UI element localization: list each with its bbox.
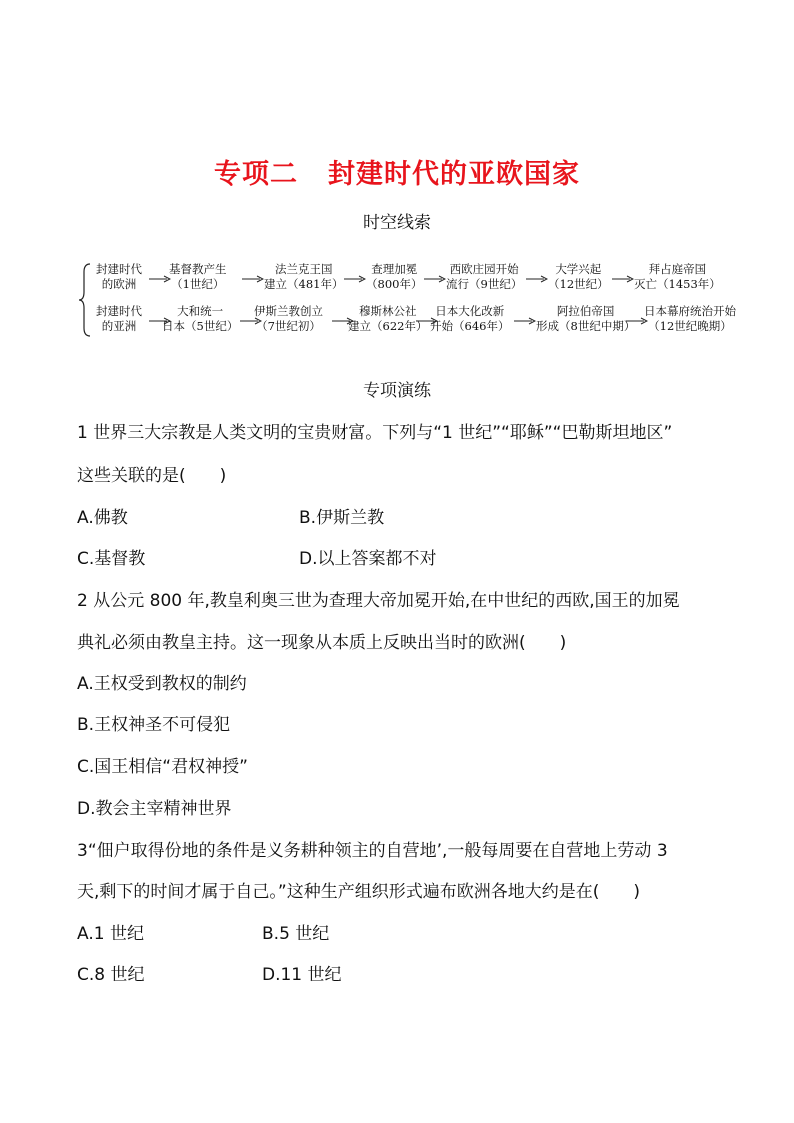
arrow-right-icon: [612, 274, 634, 284]
question-2-line-2: 典礼必须由教皇主持。这一现象从本质上反映出当时的欧洲( ): [77, 633, 567, 653]
timeline-event: 查理加冕 （800年）: [366, 262, 423, 291]
timeline-event: 西欧庄园开始 流行（9世纪）: [446, 262, 523, 291]
timeline-event: 大和统一 日本（5世纪）: [162, 304, 239, 333]
question-1-option-c: C.基督教: [77, 549, 146, 569]
timeline-row-label: 封建时代 的亚洲: [96, 304, 142, 333]
question-2-line-1: 2 从公元 800 年,教皇利奥三世为查理大帝加冕开始,在中世纪的西欧,国王的加冕: [77, 591, 680, 611]
arrow-right-icon: [149, 274, 171, 284]
page-title: [0, 152, 794, 191]
timeline-event: 大学兴起 （12世纪）: [548, 262, 609, 291]
timeline: [78, 262, 736, 338]
question-2-option-a: A.王权受到教权的制约: [77, 674, 247, 694]
timeline-row-label: 封建时代 的欧洲: [96, 262, 142, 291]
arrow-right-icon: [424, 274, 446, 284]
question-3-line-1: 3“佃户取得份地的条件是义务耕种领主的自营地’,一般每周要在自营地上劳动 3: [77, 841, 668, 861]
arrow-right-icon: [344, 274, 366, 284]
question-3-option-c: C.8 世纪: [77, 965, 145, 985]
timeline-event: 伊斯兰教创立 （7世纪初）: [254, 304, 323, 333]
question-2-option-c: C.国王相信“君权神授”: [77, 757, 248, 777]
timeline-event: 法兰克王国 建立（481年）: [264, 262, 344, 291]
question-2-option-b: B.王权神圣不可侵犯: [77, 715, 231, 735]
question-3-option-b: B.5 世纪: [262, 924, 330, 944]
question-1-option-d: D.以上答案都不对: [299, 549, 437, 569]
arrow-right-icon: [514, 316, 536, 326]
subtitle: 时空线索: [363, 213, 431, 233]
brace-icon: [78, 262, 92, 338]
timeline-event: 穆斯林公社 建立（622年）: [348, 304, 428, 333]
question-1-line-1: 1 世界三大宗教是人类文明的宝贵财富。下列与“1 世纪”“耶稣”“巴勒斯坦地区”: [77, 423, 673, 443]
question-2-option-d: D.教会主宰精神世界: [77, 799, 232, 819]
timeline-event: 阿拉伯帝国 形成（8世纪中期）: [536, 304, 636, 333]
arrow-right-icon: [526, 274, 548, 284]
title-part2: 封建时代的亚欧国家: [328, 159, 580, 190]
section-title: 专项演练: [363, 381, 431, 401]
question-3-option-a: A.1 世纪: [77, 924, 144, 944]
timeline-event: 日本大化改新 开始（646年）: [430, 304, 510, 333]
question-3-option-d: D.11 世纪: [262, 965, 342, 985]
arrow-right-icon: [242, 274, 264, 284]
timeline-event: 基督教产生 （1世纪）: [169, 262, 227, 291]
timeline-event: 日本幕府统治开始 （12世纪晚期）: [644, 304, 736, 333]
timeline-event: 拜占庭帝国 灭亡（1453年）: [634, 262, 721, 291]
question-1-line-2: 这些关联的是( ): [77, 466, 227, 486]
question-3-line-2: 天,剩下的时间才属于自己。”这种生产组织形式遍布欧洲各地大约是在( ): [77, 882, 640, 902]
question-1-option-a: A.佛教: [77, 508, 128, 528]
question-1-option-b: B.伊斯兰教: [299, 508, 385, 528]
title-part1: 专项二: [214, 159, 298, 190]
